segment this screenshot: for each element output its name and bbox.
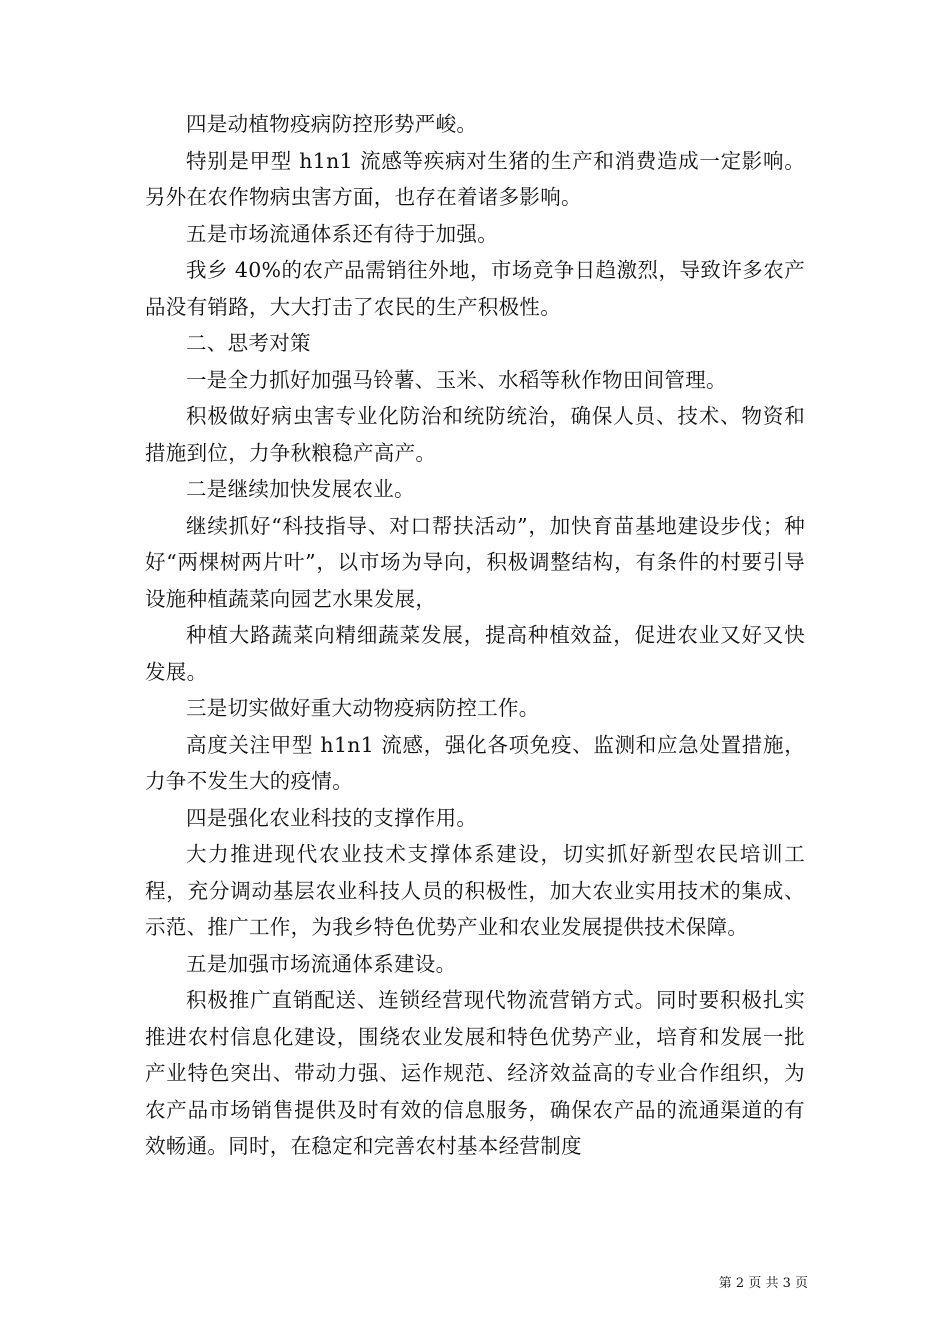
paragraph: 积极推广直销配送、连锁经营现代物流营销方式。同时要积极扎实推进农村信息化建设，围绕农业发展和特色优势产业，培育和发展一批产业特色突出、带动力强、运作规范、经济效益高的专业合作组织，为农产品市场销售提供及时有效的信息服务，确保农产品的流通渠道的有效畅通。同时，在稳定和完善农村基本经营制度 xyxy=(145,988,805,1158)
paragraph: 特别是甲型 h1n1 流感等疾病对生猪的生产和消费造成一定影响。另外在农作物病虫害方面，也存在着诸多影响。 xyxy=(145,148,805,209)
paragraph: 一是全力抓好加强马铃薯、玉米、水稻等秋作物田间管理。 xyxy=(186,367,727,392)
paragraph: 五是加强市场流通体系建设。 xyxy=(186,951,457,976)
document-body xyxy=(145,106,805,1165)
paragraph: 我乡 40%的农产品需销往外地，市场竞争日趋激烈，导致许多农产品没有销路，大大打击了农民的生产积极性。 xyxy=(145,258,805,319)
paragraph: 积极做好病虫害专业化防治和统防统治，确保人员、技术、物资和措施到位，力争秋粮稳产高产。 xyxy=(145,404,805,465)
section-heading: 二、思考对策 xyxy=(186,331,311,355)
paragraph: 四是强化农业科技的支撑作用。 xyxy=(186,805,478,830)
paragraph: 继续抓好“科技指导、对口帮扶活动”，加快育苗基地建设步伐；种好“两棵树两片叶”，以市场为导向，积极调整结构，有条件的村要引导设施种植蔬菜向园艺水果发展， xyxy=(145,513,805,611)
paragraph: 高度关注甲型 h1n1 流感，强化各项免疫、监测和应急处置措施，力争不发生大的疫情。 xyxy=(145,732,805,793)
paragraph: 四是动植物疫病防控形势严峻。 xyxy=(186,112,478,136)
page-number: 第 2 页 共 3 页 xyxy=(718,1276,808,1291)
paragraph: 种植大路蔬菜向精细蔬菜发展，提高种植效益，促进农业又好又快发展。 xyxy=(145,623,805,684)
paragraph: 五是市场流通体系还有待于加强。 xyxy=(186,221,498,246)
paragraph: 三是切实做好重大动物疫病防控工作。 xyxy=(186,696,540,720)
paragraph: 二是继续加快发展农业。 xyxy=(186,477,415,501)
paragraph: 大力推进现代农业技术支撑体系建设，切实抓好新型农民培训工程，充分调动基层农业科技人员的积极性，加大农业实用技术的集成、示范、推广工作，为我乡特色优势产业和农业发展提供技术保障。 xyxy=(145,842,805,939)
